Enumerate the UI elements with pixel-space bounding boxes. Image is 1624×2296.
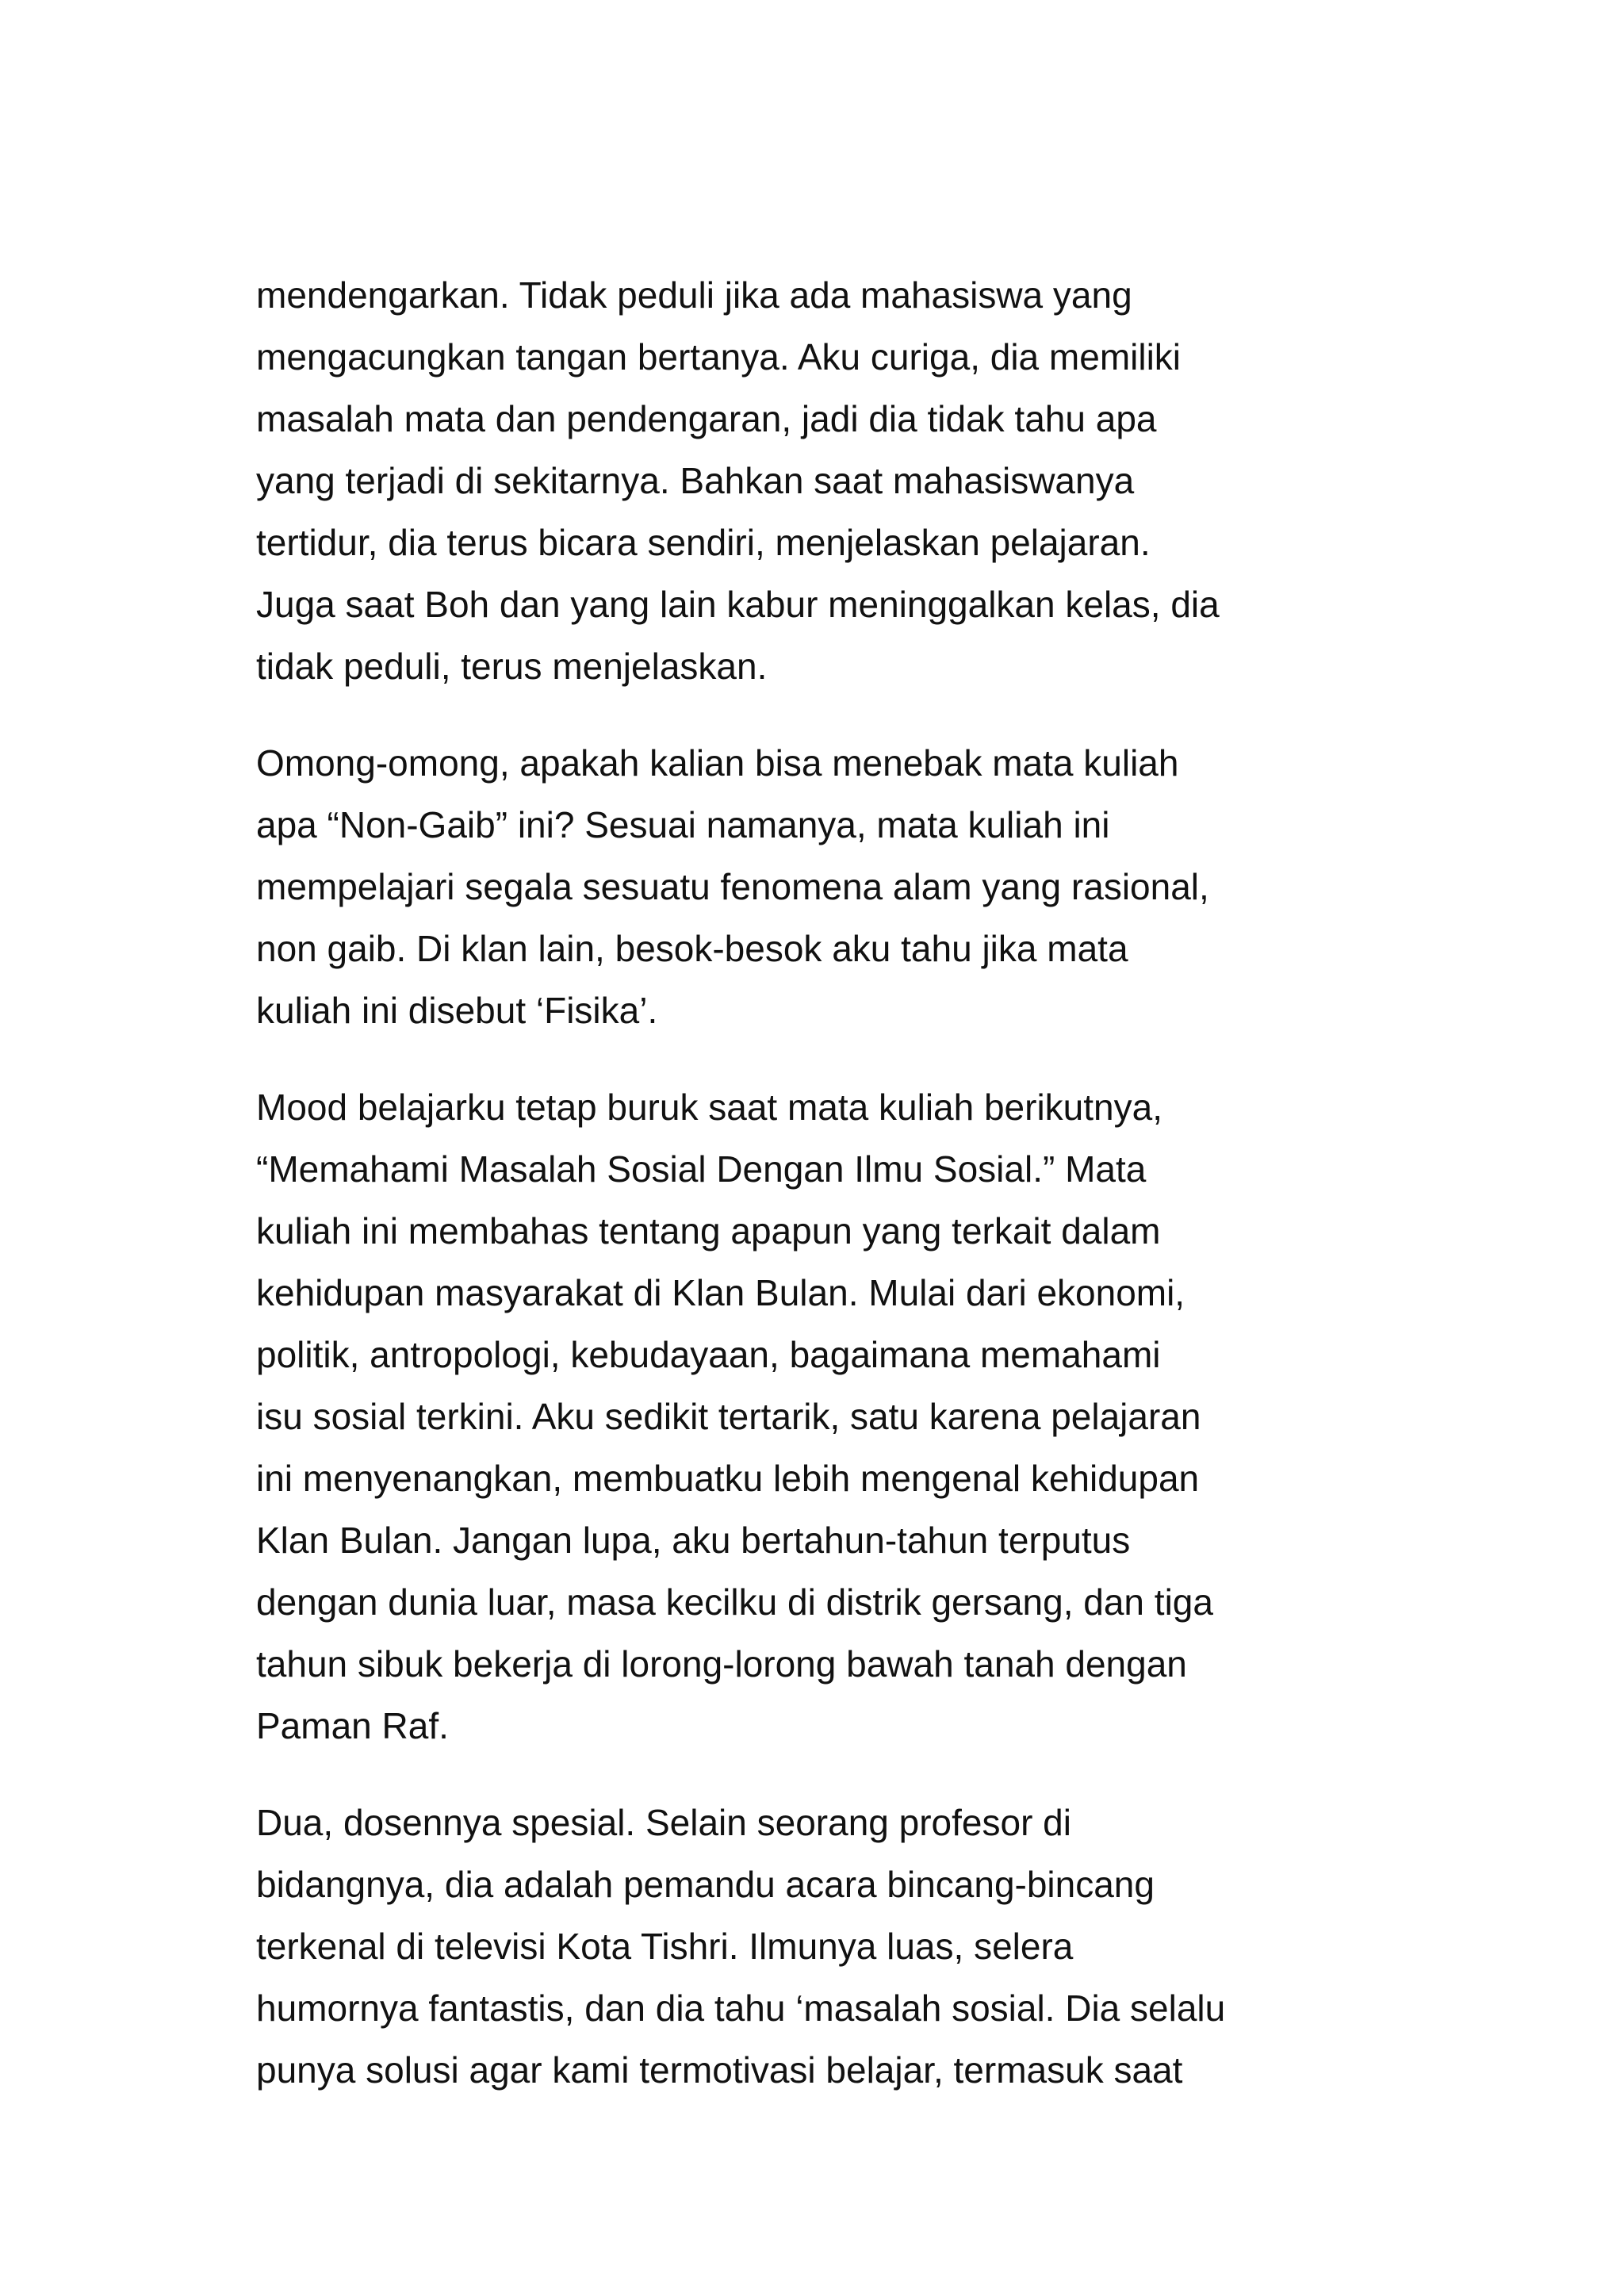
text-line: bidangnya, dia adalah pemandu acara bincang-bincang <box>256 1864 1155 1905</box>
text-line: “Memahami Masalah Sosial Dengan Ilmu Sosial.” Mata <box>256 1148 1147 1190</box>
text-line: humornya fantastis, dan dia tahu ‘masalah sosial. Dia selalu <box>256 1987 1226 2029</box>
text-line: politik, antropologi, kebudayaan, bagaimana memahami <box>256 1334 1161 1375</box>
text-line: kehidupan masyarakat di Klan Bulan. Mulai dari ekonomi, <box>256 1272 1185 1313</box>
paragraph-1 <box>256 264 1414 697</box>
text-line: non gaib. Di klan lain, besok-besok aku tahu jika mata <box>256 928 1128 969</box>
text-line: isu sosial terkini. Aku sedikit tertarik, satu karena pelajaran <box>256 1396 1201 1437</box>
text-line: Dua, dosennya spesial. Selain seorang profesor di <box>256 1802 1071 1843</box>
text-line: dengan dunia luar, masa kecilku di distrik gersang, dan tiga <box>256 1581 1213 1623</box>
paragraph-2 <box>256 732 1414 1041</box>
text-line: Omong-omong, apakah kalian bisa menebak mata kuliah <box>256 742 1179 784</box>
text-line: Mood belajarku tetap buruk saat mata kuliah berikutnya, <box>256 1087 1162 1128</box>
text-line: kuliah ini membahas tentang apapun yang terkait dalam <box>256 1210 1161 1251</box>
text-line: kuliah ini disebut ‘Fisika’. <box>256 990 658 1031</box>
paragraph-4 <box>256 1792 1414 2101</box>
body-text <box>256 264 1414 2136</box>
text-line: mengacungkan tangan bertanya. Aku curiga, dia memiliki <box>256 336 1182 378</box>
text-line: mendengarkan. Tidak peduli jika ada mahasiswa yang <box>256 274 1132 316</box>
paragraph-3 <box>256 1076 1414 1757</box>
text-line: tahun sibuk bekerja di lorong-lorong bawah tanah dengan <box>256 1643 1187 1685</box>
text-line: terkenal di televisi Kota Tishri. Ilmunya luas, selera <box>256 1926 1074 1967</box>
text-line: mempelajari segala sesuatu fenomena alam yang rasional, <box>256 866 1209 907</box>
text-line: yang terjadi di sekitarnya. Bahkan saat mahasiswanya <box>256 460 1135 501</box>
text-line: tidak peduli, terus menjelaskan. <box>256 646 768 687</box>
text-line: Juga saat Boh dan yang lain kabur meninggalkan kelas, dia <box>256 584 1220 625</box>
text-line: Paman Raf. <box>256 1705 449 1746</box>
text-line: ini menyenangkan, membuatku lebih mengenal kehidupan <box>256 1458 1200 1499</box>
text-line: tertidur, dia terus bicara sendiri, menjelaskan pelajaran. <box>256 522 1151 563</box>
text-line: Klan Bulan. Jangan lupa, aku bertahun-tahun terputus <box>256 1520 1131 1561</box>
text-line: punya solusi agar kami termotivasi belajar, termasuk saat <box>256 2049 1183 2091</box>
text-line: masalah mata dan pendengaran, jadi dia tidak tahu apa <box>256 398 1157 439</box>
text-line: apa “Non-Gaib” ini? Sesuai namanya, mata kuliah ini <box>256 804 1110 845</box>
